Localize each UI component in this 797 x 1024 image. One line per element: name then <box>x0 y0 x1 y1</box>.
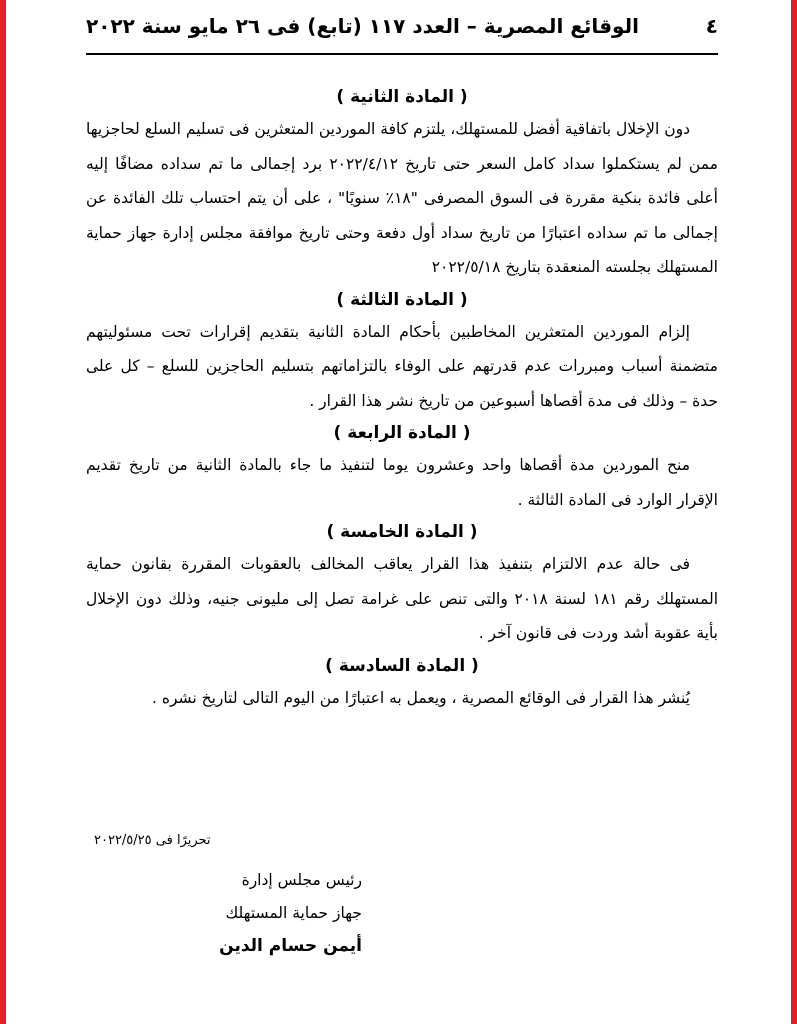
text-line: "١٨٪ سنويًا" ، على أن يتم احتساب تلك الفائدة عن إجمالى ما تم سداده <box>86 189 718 242</box>
text-line: إجمالى ما تم سداده مضافًا إليه أعلى فائدة بنكية مقررة فى السوق المصرفى <box>86 154 718 207</box>
header-divider <box>86 53 718 55</box>
text-line: حماية المستهلك رقم ١٨١ لسنة ٢٠١٨ والتى تنص على غرامة تصل إلى مليونى <box>86 555 719 608</box>
article-2-heading: ( المادة الثانية ) <box>336 87 468 107</box>
article-3-text <box>86 315 718 419</box>
text-line: مسئوليتهم متضمنة أسباب ومبررات عدم قدرتهم على الوفاء بالتزاماتهم بتسليم <box>86 322 718 375</box>
page-header <box>86 14 718 44</box>
header-title: الوقائع المصرية – العدد ١١٧ (تابع) فى ٢٦ مايو سنة ٢٠٢٢ <box>86 14 639 38</box>
left-red-border <box>0 0 6 1024</box>
text-line: منح الموردين مدة أقصاها واحد وعشرون يوما لتنفيذ ما جاء بالمادة الثانية <box>195 456 691 474</box>
text-line: دون الإخلال باتفاقية أفضل للمستهلك، يلتزم كافة الموردين المتعثرين فى تسليم <box>185 120 690 138</box>
text-line: من تاريخ تقديم الإقرار الوارد فى المادة الثالثة . <box>86 456 718 509</box>
text-line: إلزام الموردين المتعثرين المخاطبين بأحكام المادة الثانية بتقديم إقرارات تحت <box>161 322 690 341</box>
page-number: ٤ <box>705 14 718 38</box>
text-line: السلع لحاجزيها ممن لم يستكملوا سداد كامل السعر حتى تاريخ ٢٠٢٢/٤/١٢ برد <box>86 120 718 173</box>
text-line: المستهلك بجلسته المنعقدة بتاريخ ٢٠٢٢/٥/١٨ <box>431 258 718 276</box>
text-line: اعتبارًا من تاريخ سداد أول دفعة وحتى تاريخ موافقة مجلس إدارة جهاز حماية <box>86 223 582 242</box>
text-line: لتاريخ نشره . <box>152 688 238 707</box>
article-3-heading: ( المادة الثالثة ) <box>336 289 468 310</box>
text-line: يُنشر هذا القرار فى الوقائع المصرية ، ويعمل به اعتبارًا من اليوم التالى <box>242 688 690 707</box>
text-line: فى حالة عدم الالتزام بتنفيذ هذا القرار يعاقب المخالف بالعقوبات المقررة بقانون <box>131 555 690 573</box>
article-5-heading: ( المادة الخامسة ) <box>326 522 478 542</box>
signatory-organization: جهاز حماية المستهلك <box>225 904 362 922</box>
right-red-border <box>791 0 797 1024</box>
article-6-text <box>86 681 718 716</box>
signatory-title: رئيس مجلس إدارة <box>241 871 362 889</box>
issue-date: تحريرًا فى ٢٠٢٢/٥/٢٥ <box>94 833 211 848</box>
signatory-name: أيمن حسام الدين <box>219 936 362 956</box>
article-4-text <box>86 448 718 517</box>
article-4-heading: ( المادة الرابعة ) <box>333 423 471 443</box>
article-2-text <box>86 112 718 285</box>
gazette-page <box>86 0 718 1024</box>
text-line: الحاجزين للسلع – كل على حدة – وذلك فى مدة أقصاها أسبوعين من تاريخ <box>86 357 718 410</box>
text-line: نشر هذا القرار . <box>309 391 414 410</box>
article-6-heading: ( المادة السادسة ) <box>325 655 479 676</box>
text-line: جنيه، وذلك دون الإخلال بأية عقوبة أشد وردت فى قانون آخر . <box>86 589 718 642</box>
decree-body <box>86 82 718 715</box>
signature-block <box>122 864 362 963</box>
article-5-text <box>86 547 718 651</box>
